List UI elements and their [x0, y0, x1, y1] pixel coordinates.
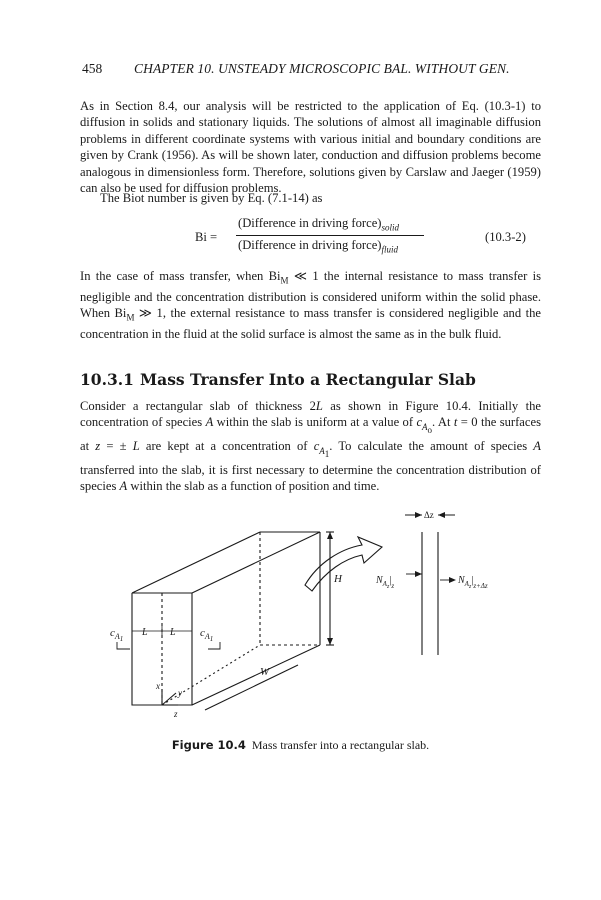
- equation-numerator: (Difference in driving $force)_{solid}$: [238, 216, 399, 233]
- equation-biot: [80, 216, 541, 260]
- control-volume: [422, 532, 438, 655]
- label-cA1-left: $c_A1$: [110, 627, 124, 643]
- figure-caption: [0, 738, 601, 753]
- paragraph-mass-transfer: In the case of mass transfer, when $Bi_M$ ≪ 1 the internal resistance to mass transfer is negligible and the concentration distribution is considered uniform within the solid phase. When $Bi_M$ ≫ 1, the external resistance to mass transfer is considered negligible and the concentration in the fluid at the solid surface is almost the same as in the bulk fluid.: [80, 269, 541, 342]
- figure-caption-text: Mass transfer into a rectangular slab.: [251, 738, 430, 752]
- running-title: CHAPTER 10. UNSTEADY MICROSCOPIC BAL. WITHOUT GEN.: [134, 61, 510, 76]
- dimension-W: [205, 665, 298, 710]
- page-number: 458: [82, 61, 103, 76]
- slab-box: [132, 532, 320, 705]
- label-dz: Δz: [424, 510, 434, 520]
- section-number: 10.3.1: [80, 370, 134, 389]
- label-W: W: [260, 666, 270, 678]
- label-y: y: [178, 688, 182, 698]
- label-flux-zdz: $N_{Az}|_{z+\Delta z}$: [458, 575, 488, 590]
- section-title: Mass Transfer Into a Rectangular Slab: [140, 370, 476, 389]
- figure-slab-diagram: [100, 505, 540, 735]
- paragraph-slab: Consider a rectangular slab of thickness 2L as shown in Figure 10.4. Initially the concentration of species A within the slab is uniform at a value of $c_{A_o}$. At t = 0 the surfaces at z = ± L are kept at a concentration of $c_{A_1}$. To calculate the amount of species A transferred into the slab, it is first necessary to determine the concentration distribution of species A within the slab as a function of position and time.: [80, 399, 541, 494]
- label-cA1-right: $c_A1$: [200, 627, 214, 643]
- label-L-right: L: [170, 627, 176, 638]
- label-x: x: [156, 681, 160, 691]
- label-z: z: [174, 709, 178, 719]
- label-L-left: L: [142, 627, 148, 638]
- label-H: H: [334, 573, 342, 585]
- label-flux-z: $N_{Az}|_z$: [376, 575, 395, 590]
- section-heading: [80, 370, 541, 389]
- figure-caption-label: Figure 10.4: [171, 738, 246, 752]
- dimension-H: [326, 532, 334, 645]
- magnify-arrow: [305, 537, 382, 591]
- equation-lhs: Bi =: [195, 230, 218, 244]
- running-header: [82, 61, 552, 77]
- paragraph-intro: As in Section 8.4, our analysis will be restricted to the application of Eq. (10.3-1) to diffusion in solids and stationary liquids. The solutions of almost all imaginable diffusion problems in different coordinate systems with various initial and boundary conditions are given by Crank (1956). As will be shown later, conduction and diffusion problems become analogous in dimensionless form. Therefore, solutions given by Carslaw and Jaeger (1959) can also be used for diffusion problems.: [80, 99, 541, 196]
- equation-denominator: (Difference in driving $force)_{fluid}$: [238, 238, 398, 255]
- paragraph-biot: The Biot number is given by Eq. (7.1-14) as: [100, 191, 323, 205]
- equation-number: (10.3-2): [485, 230, 526, 244]
- dimension-L: [132, 626, 192, 636]
- fraction-bar: [236, 235, 424, 236]
